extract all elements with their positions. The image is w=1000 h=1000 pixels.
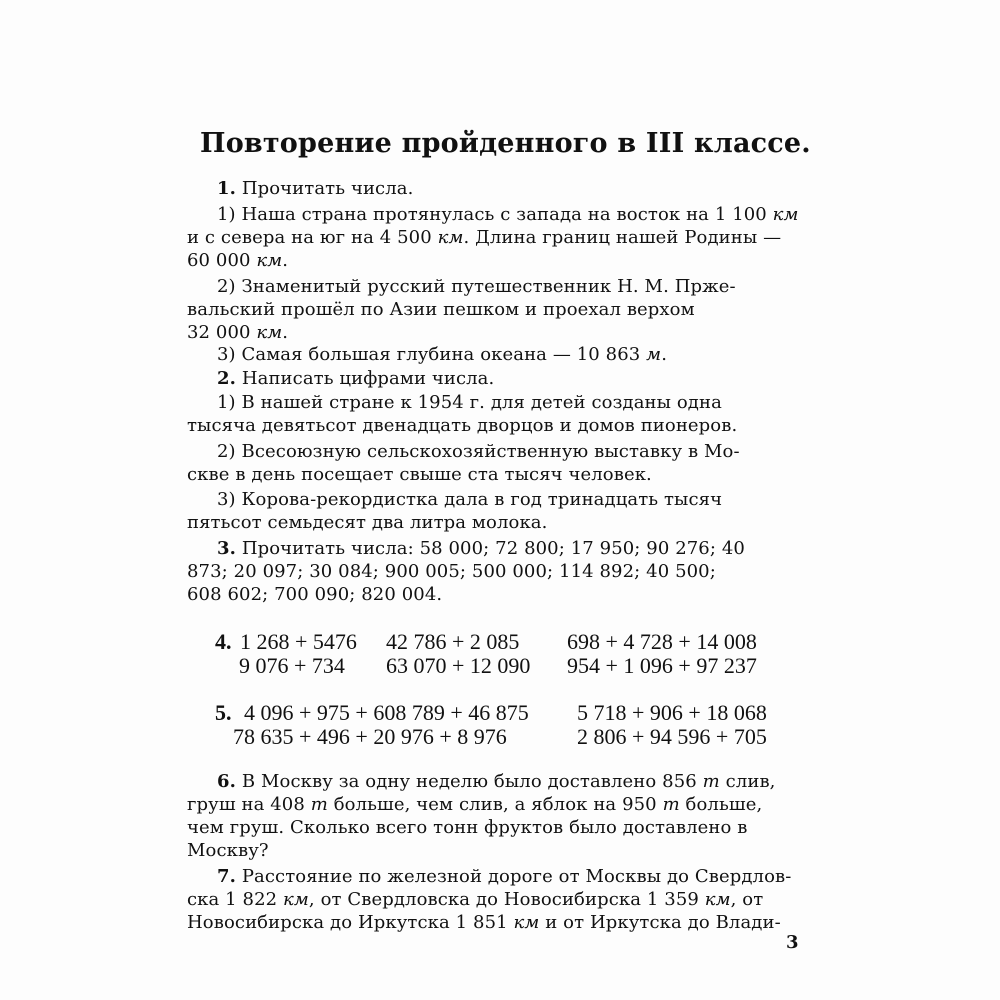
exercise-3-line-2: 873; 20 097; 30 084; 900 005; 500 000; 114 892; 40 500; <box>187 561 716 582</box>
text-fragment: , от Свердловска до Новосибирска 1 359 <box>308 889 705 910</box>
text-fragment: . <box>282 250 289 271</box>
exercise-6-number: 6. <box>217 771 236 792</box>
page-title: Повторение пройденного в III классе. <box>200 128 811 159</box>
text-fragment: , от <box>730 889 764 910</box>
exercise-7-line-2 <box>187 889 763 911</box>
exercise-1-line-6 <box>187 322 288 344</box>
exercise-1-heading <box>217 178 413 200</box>
exercise-1-task: Прочитать числа. <box>236 178 414 199</box>
exercise-1-line-5: вальский прошёл по Азии пешком и проехал верхом <box>187 299 695 320</box>
exercise-6-line-2 <box>187 794 762 816</box>
exercise-4-sum-r2c3: 954 + 1 096 + 97 237 <box>567 653 757 678</box>
unit-km: км <box>283 889 309 910</box>
text-fragment: . <box>661 344 668 365</box>
text-fragment: Новосибирска до Иркутска 1 851 <box>187 912 514 933</box>
exercise-2-line-5: 3) Корова-рекордистка дала в год тринадцать тысяч <box>217 489 723 510</box>
exercise-4-sum-r2c1: 9 076 + 734 <box>239 653 345 678</box>
exercise-4-sum-r1c1: 1 268 + 5476 <box>240 629 357 654</box>
exercise-1-line-4: 2) Знаменитый русский путешественник Н. М. Пржe- <box>217 276 736 297</box>
exercise-5-sum-r1c2: 5 718 + 906 + 18 068 <box>577 700 767 725</box>
unit-km: км <box>437 227 464 248</box>
exercise-1-line-3 <box>187 250 288 272</box>
exercise-6-line-3: чем груш. Сколько всего тонн фруктов было доставлено в <box>187 817 748 838</box>
text-fragment: 1) Наша страна протянулась с запада на восток на 1 100 <box>217 204 773 225</box>
exercise-5-sum-r2c1: 78 635 + 496 + 20 976 + 8 976 <box>233 724 507 749</box>
unit-km: км <box>256 250 283 271</box>
exercise-1-line-1 <box>217 204 799 226</box>
text-fragment: Прочитать числа: 58 000; 72 800; 17 950; 90 276; 40 <box>236 538 745 559</box>
exercise-2-line-6: пятьсот семьдесят два литра молока. <box>187 512 548 533</box>
text-fragment: больше, чем слив, а яблок на 950 <box>327 794 663 815</box>
exercise-2-line-2: тысяча девятьсот двенадцать дворцов и домов пионеров. <box>187 415 738 436</box>
exercise-6-line-1 <box>217 771 776 793</box>
text-fragment: В Москву за одну неделю было доставлено 856 <box>236 771 703 792</box>
text-fragment: . <box>282 322 289 343</box>
text-fragment: и с севера на юг на 4 500 <box>187 227 438 248</box>
exercise-1-line-7 <box>217 344 667 366</box>
exercise-2-heading <box>217 368 494 390</box>
exercise-3-line-1 <box>217 538 745 560</box>
exercise-2-line-4: скве в день посещает свыше ста тысяч человек. <box>187 464 652 485</box>
exercise-4-sum-r1c2: 42 786 + 2 085 <box>386 629 520 654</box>
text-fragment: 32 000 <box>187 322 257 343</box>
text-fragment: и от Иркутска до Влади- <box>539 912 781 933</box>
exercise-1-line-2 <box>187 227 781 249</box>
text-fragment: груш на 408 <box>187 794 311 815</box>
exercise-2-line-3: 2) Всесоюзную сельскохозяйственную выставку в Мо- <box>217 441 740 462</box>
exercise-3-number: 3. <box>217 538 236 559</box>
exercise-1-number: 1. <box>217 178 236 199</box>
text-fragment: 3) Самая большая глубина океана — 10 863 <box>217 344 647 365</box>
unit-km: км <box>704 889 731 910</box>
text-fragment: больше, <box>679 794 763 815</box>
unit-km: км <box>256 322 283 343</box>
unit-t: т <box>702 771 720 792</box>
unit-km: км <box>772 204 799 225</box>
text-fragment: 60 000 <box>187 250 257 271</box>
exercise-6-line-4: Москву? <box>187 840 269 861</box>
exercise-2-line-1: 1) В нашей стране к 1954 г. для детей созданы одна <box>217 392 722 413</box>
unit-km: км <box>513 912 540 933</box>
exercise-7-number: 7. <box>217 866 236 887</box>
exercise-4-sum-r2c2: 63 070 + 12 090 <box>386 653 531 678</box>
exercise-5-number: 5. <box>215 700 232 725</box>
exercise-2-task: Написать цифрами числа. <box>236 368 495 389</box>
exercise-7-line-3 <box>187 912 781 934</box>
unit-m: м <box>646 344 662 365</box>
text-fragment: слив, <box>719 771 776 792</box>
exercise-3-line-3: 608 602; 700 090; 820 004. <box>187 584 443 605</box>
page-number: 3 <box>786 932 799 953</box>
text-fragment: Расстояние по железной дороге от Москвы до Свердлов- <box>236 866 792 887</box>
exercise-4-sum-r1c3: 698 + 4 728 + 14 008 <box>567 629 757 654</box>
unit-t: т <box>662 794 680 815</box>
exercise-2-number: 2. <box>217 368 236 389</box>
exercise-5-sum-r1c1: 4 096 + 975 + 608 789 + 46 875 <box>244 700 529 725</box>
unit-t: т <box>310 794 328 815</box>
exercise-7-line-1 <box>217 866 791 888</box>
text-fragment: ска 1 822 <box>187 889 284 910</box>
exercise-4-number: 4. <box>215 629 232 654</box>
text-fragment: . Длина границ нашей Родины — <box>463 227 782 248</box>
exercise-5-sum-r2c2: 2 806 + 94 596 + 705 <box>577 724 767 749</box>
